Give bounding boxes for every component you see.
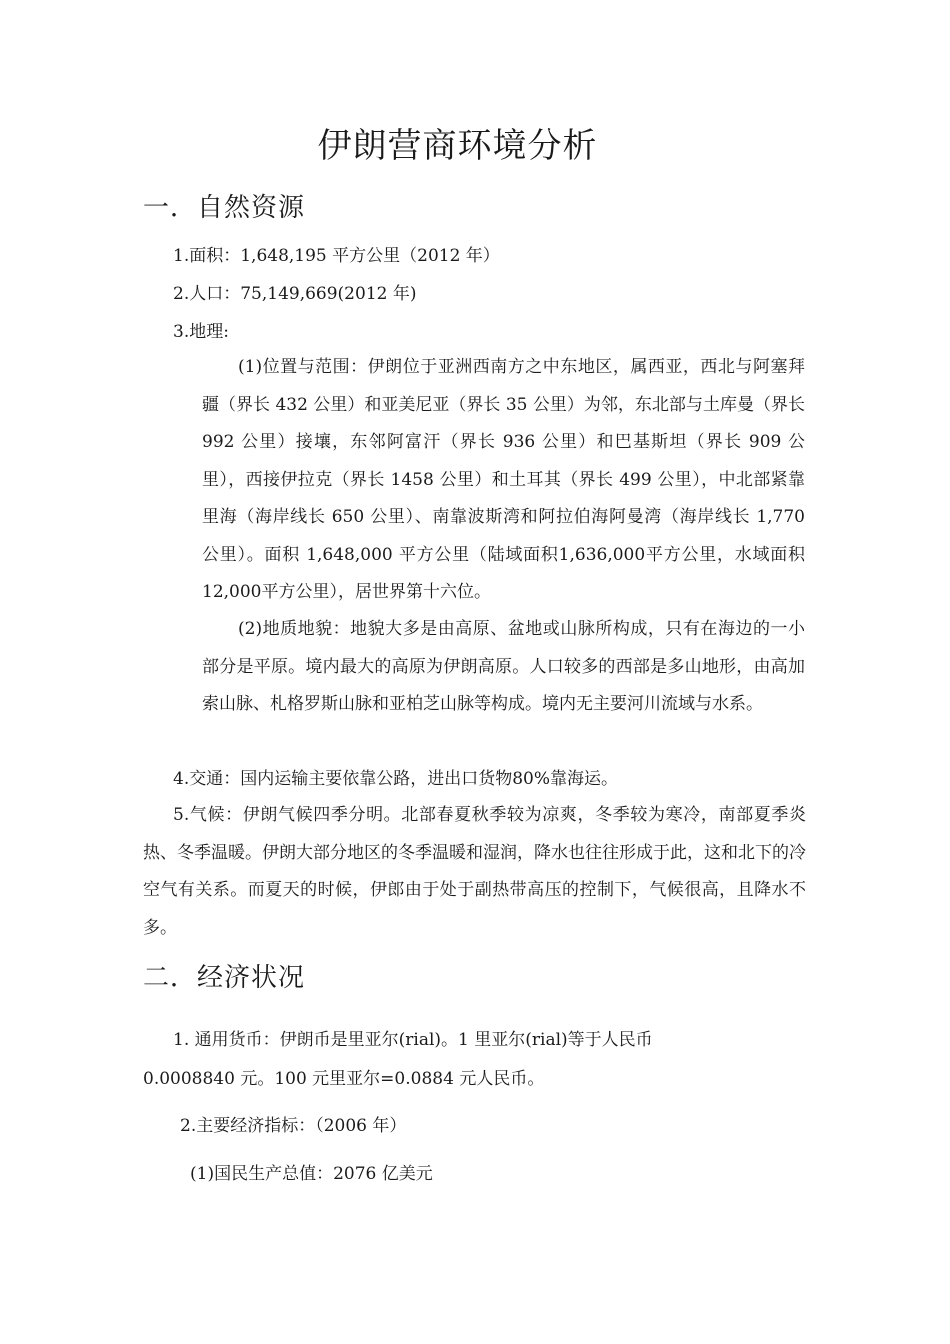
economic-indicators-label: 2.主要经济指标：（2006 年） — [180, 1116, 407, 1136]
area-item: 1.面积：1,648,195 平方公里（2012 年） — [173, 246, 500, 266]
population-item: 2.人口：75,149,669(2012 年) — [173, 284, 417, 304]
climate-paragraph: 5.气候：伊朗气候四季分明。北部春夏秋季较为凉爽，冬季较为寒冷，南部夏季炎热、冬季温暖。伊朗大部分地区的冬季温暖和湿润，降水也往往形成于此，这和北下的冷空气有关系。而夏天的时候，伊郎由于处于副热带高压的控制下，气候很高，且降水不多。 — [143, 805, 806, 938]
geography-landform-paragraph: (2)地质地貌：地貌大多是由高原、盆地或山脉所构成，只有在海边的一小部分是平原。境内最大的高原为伊朗高原。人口较多的西部是多山地形，由高加索山脉、札格罗斯山脉和亚柏芝山脉等构成。境内无主要河川流域与水系。 — [202, 619, 805, 714]
document-title: 伊朗营商环境分析 — [317, 126, 633, 166]
gnp-item: (1)国民生产总值：2076 亿美元 — [190, 1164, 433, 1184]
currency-line-1: 1. 通用货币：伊朗币是里亚尔(rial)。1 里亚尔(rial)等于人民币 — [173, 1030, 653, 1050]
section-heading-natural-resources: 一．自然资源 — [143, 193, 306, 223]
transport-item: 4.交通：国内运输主要依靠公路，进出口货物80%靠海运。 — [173, 769, 619, 789]
currency-line-2: 0.0008840 元。100 元里亚尔=0.0884 元人民币。 — [143, 1069, 545, 1089]
geography-location-paragraph: (1)位置与范围：伊朗位于亚洲西南方之中东地区，属西亚，西北与阿塞拜疆（界长 432 公里）和亚美尼亚（界长 35 公里）为邻，东北部与土库曼（界长 992 公里）接壤，东邻阿富汗（界长 936 公里）和巴基斯坦（界长 909 公里），西接伊拉克（界长 1458 公里）和土耳其（界长 499 公里），中北部紧靠里海（海岸线长 650 公里）、南靠波斯湾和阿拉伯海阿曼湾（海岸线长 1,770 公里）。面积 1,648,000 平方公里（陆域面积1,636,000平方公里，水域面积12,000平方公里），居世界第十六位。 — [202, 357, 805, 602]
geography-label: 3.地理: — [173, 322, 229, 342]
section-heading-economy: 二．经济状况 — [143, 963, 306, 993]
